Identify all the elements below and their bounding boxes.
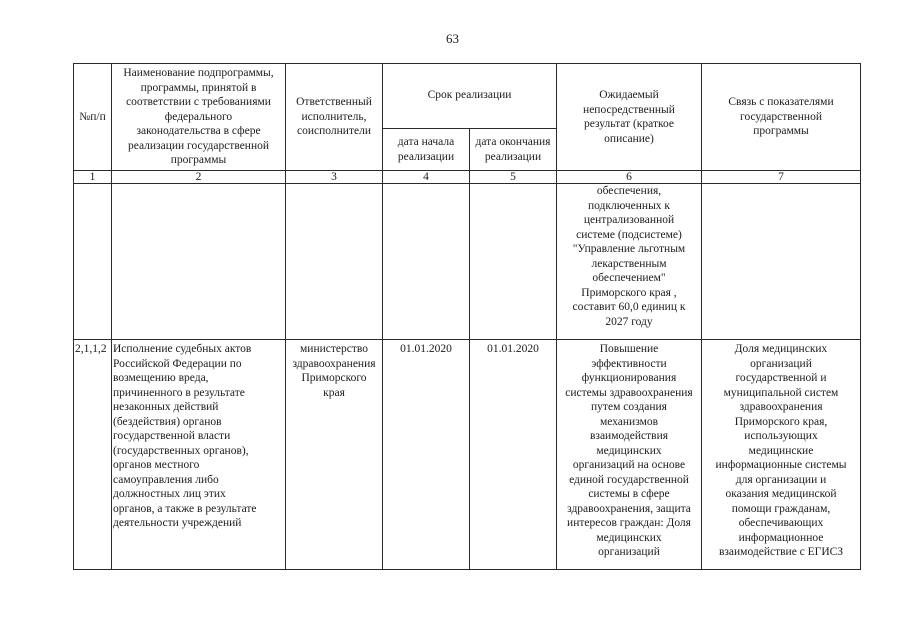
header-start-date: дата начала реализации xyxy=(383,129,470,171)
column-number: 1 xyxy=(74,171,112,184)
column-number: 7 xyxy=(702,171,861,184)
row-program-name: Исполнение судебных актов Российской Федерации по возмещению вреда, причиненного в результате незаконных действий (бездействия) органов государственной власти (государственных органов), органов местного самоуправления либо должностных лиц этих органов, а также в результате деятельности учреждений xyxy=(112,340,286,570)
header-result: Ожидаемый непосредственный результат (краткое описание) xyxy=(557,64,702,171)
header-executor: Ответственный исполнитель, соисполнители xyxy=(286,64,383,171)
row-executor xyxy=(286,184,383,340)
program-table xyxy=(73,63,861,570)
row-executor: министерство здравоохранения Приморского края xyxy=(286,340,383,570)
row-number xyxy=(74,184,112,340)
row-end-date xyxy=(470,184,557,340)
column-number-row xyxy=(74,171,861,184)
row-indicators xyxy=(702,184,861,340)
row-indicators: Доля медицинских организаций государственной и муниципальной систем здравоохранения Приморского края, использующих медицинские информационные системы для организации и оказания медицинской помощи гражданам, обеспечивающих информационное взаимодействие с ЕГИСЗ xyxy=(702,340,861,570)
header-row xyxy=(74,64,861,129)
column-number: 3 xyxy=(286,171,383,184)
row-start-date: 01.01.2020 xyxy=(383,340,470,570)
row-number: 2,1,1,2 xyxy=(74,340,112,570)
table-row xyxy=(74,184,861,340)
header-indicators: Связь с показателями государственной программы xyxy=(702,64,861,171)
row-result: Повышение эффективности функционирования системы здравоохранения путем создания механизмов взаимодействия медицинских организаций на основе единой государственной системы в сфере здравоохранения, защита интересов граждан: Доля медицинских организаций xyxy=(557,340,702,570)
column-number: 6 xyxy=(557,171,702,184)
header-end-date: дата окончания реализации xyxy=(470,129,557,171)
column-number: 4 xyxy=(383,171,470,184)
row-end-date: 01.01.2020 xyxy=(470,340,557,570)
column-number: 2 xyxy=(112,171,286,184)
row-result: обеспечения, подключенных к централизованной системе (подсистеме) "Управление льготным лекарственным обеспечением" Приморского края , составит 60,0 единиц к 2027 году xyxy=(557,184,702,340)
column-number: 5 xyxy=(470,171,557,184)
row-start-date xyxy=(383,184,470,340)
row-program-name xyxy=(112,184,286,340)
page-number: 63 xyxy=(446,31,459,46)
header-number: №п/п xyxy=(74,64,112,171)
table-row xyxy=(74,340,861,570)
header-period: Срок реализации xyxy=(383,64,557,129)
header-program-name: Наименование подпрограммы, программы, принятой в соответствии с требованиями федерального законодательства в сфере реализации государственной программы xyxy=(112,64,286,171)
